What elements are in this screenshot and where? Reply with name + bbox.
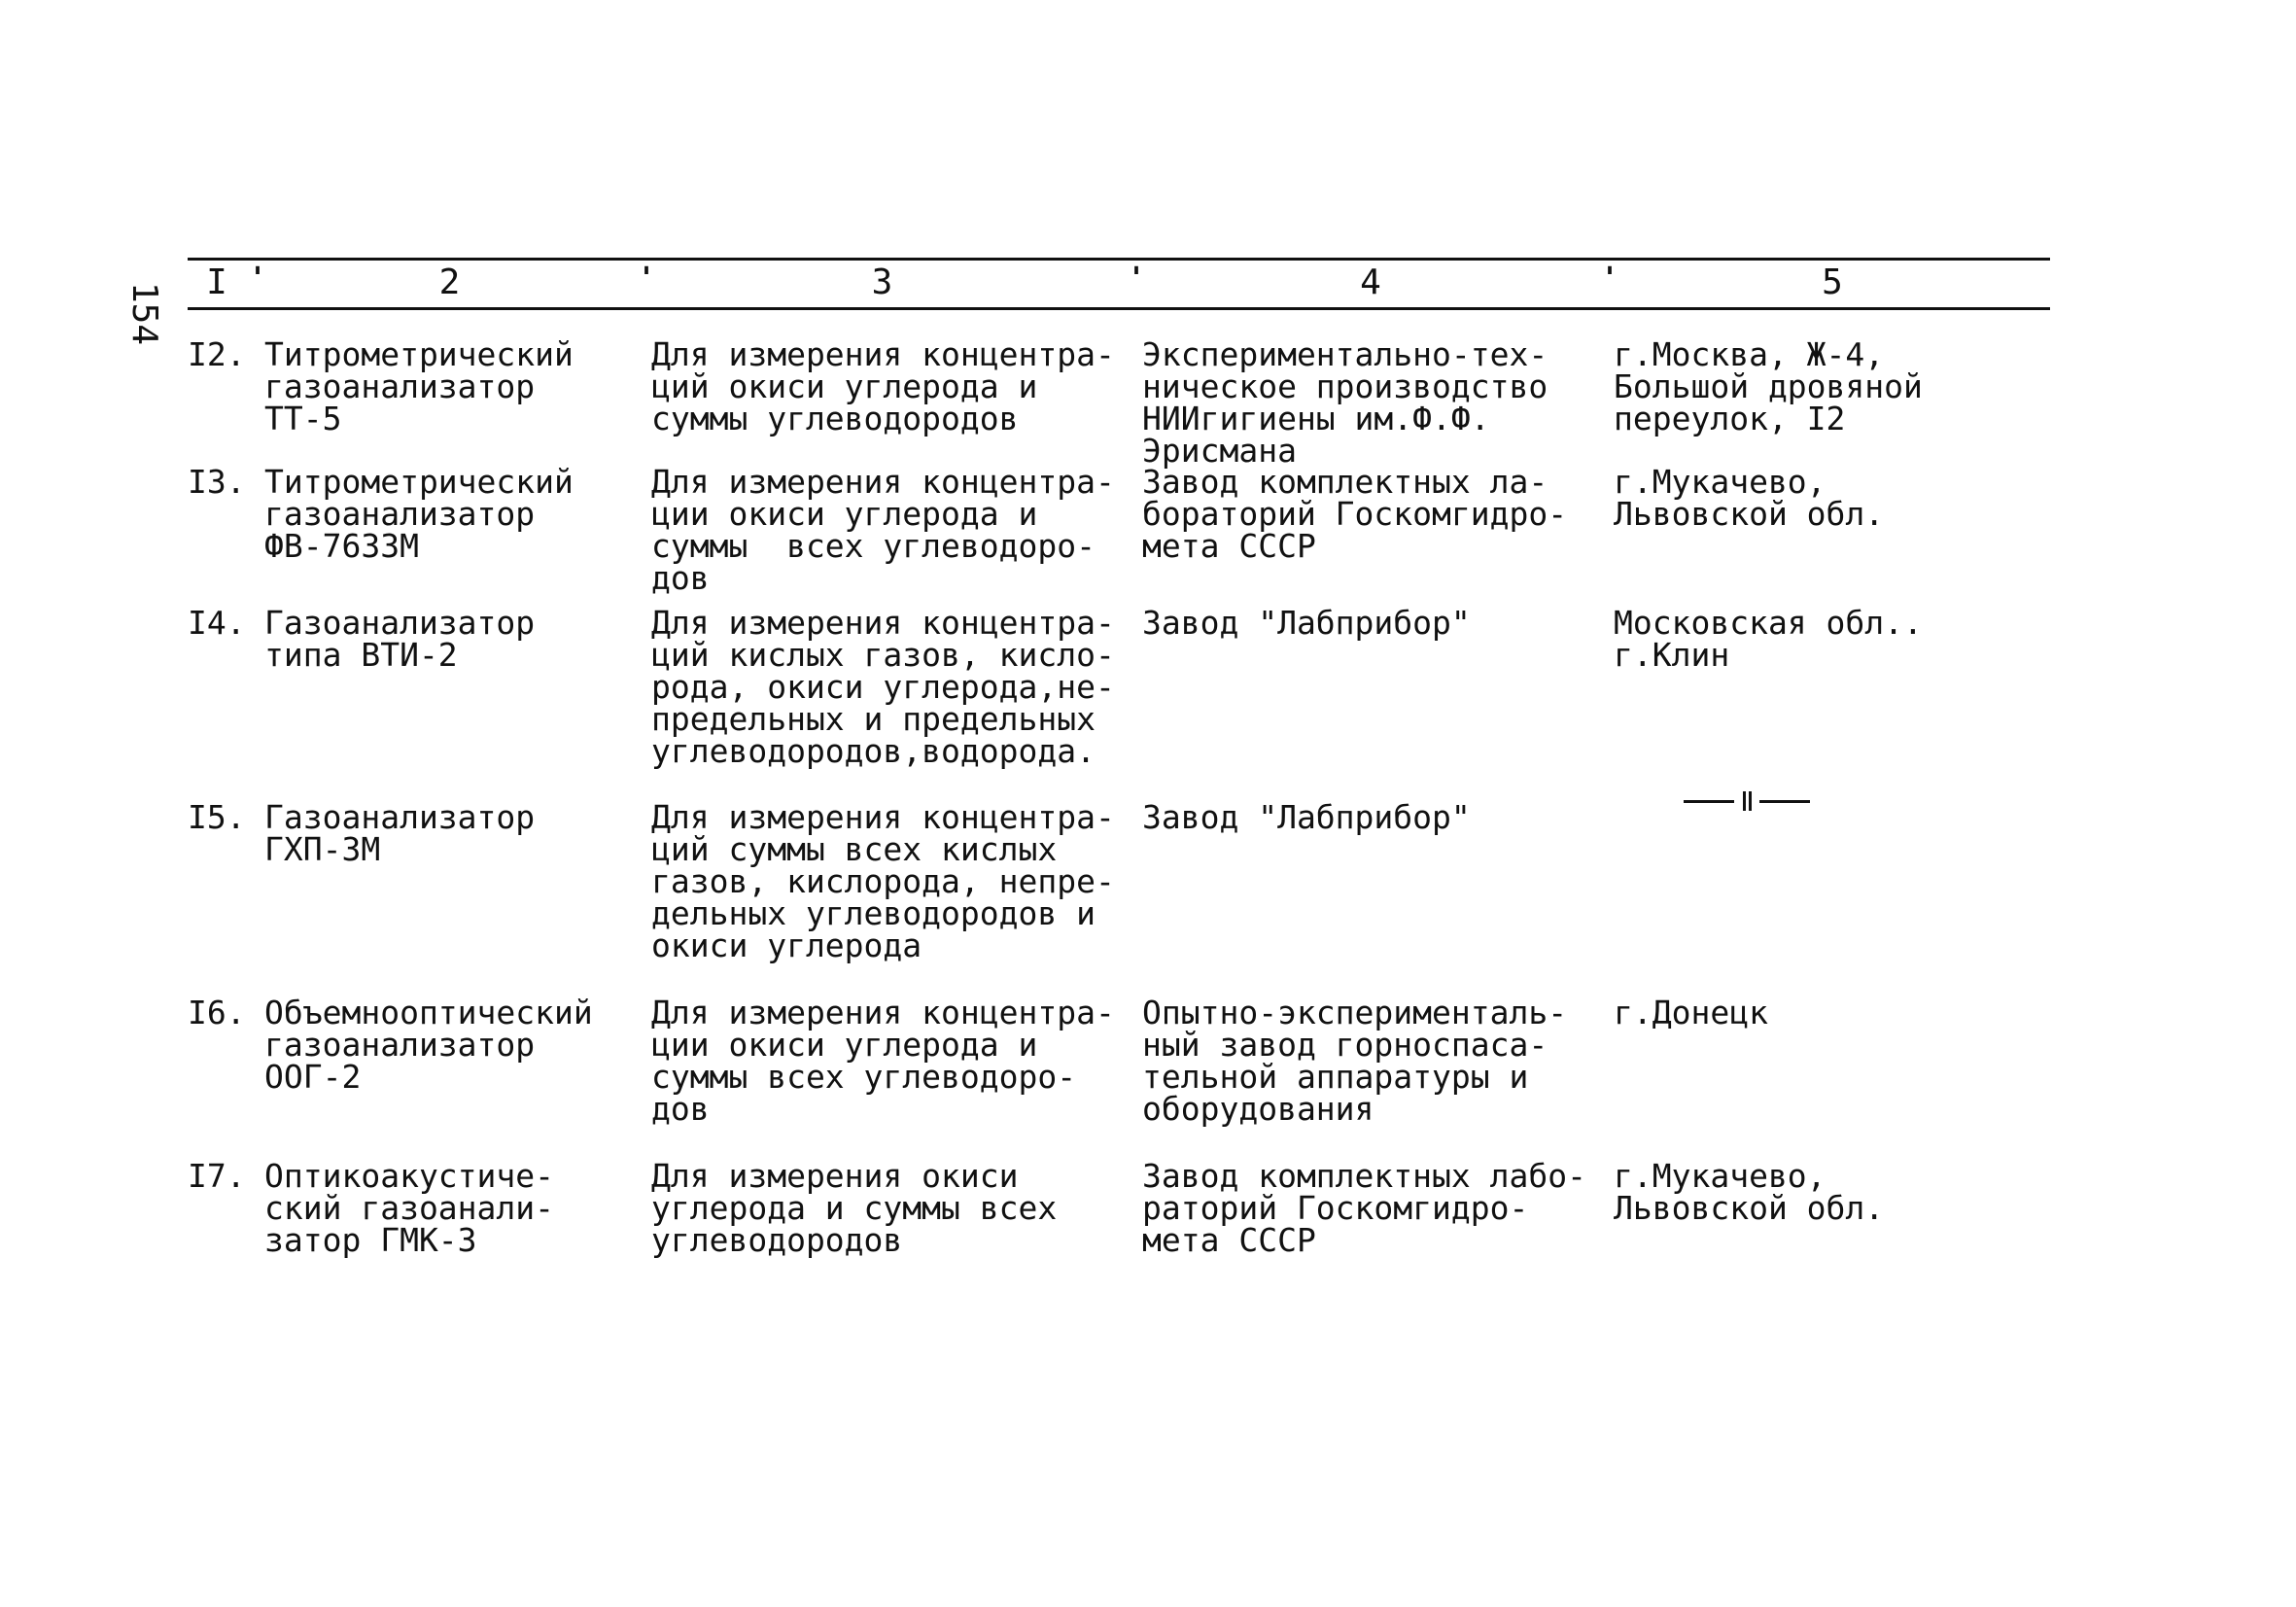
- header-col-1: I: [206, 262, 227, 302]
- header-col-5: 5: [1822, 262, 1843, 302]
- header-separator: ': [249, 262, 267, 296]
- manufacturer: Экспериментально-тех- ническое производство НИИгигиены им.Ф.Ф. Эрисмана: [1142, 335, 1548, 470]
- row-number: I3.: [188, 463, 246, 501]
- row-number: I7.: [188, 1157, 246, 1195]
- instrument-purpose: Для измерения концентра- ции окиси углерода и суммы всех углеводоро- дов: [651, 994, 1115, 1128]
- instrument-name: Оптикоакустиче- ский газоанали- затор ГМК-3: [264, 1157, 555, 1259]
- ditto-mark: [1684, 791, 1810, 811]
- instrument-name: Объемнооптический газоанализатор ООГ-2: [264, 994, 593, 1096]
- table-header-rule: [188, 307, 2050, 310]
- manufacturer: Завод "Лабприбор": [1142, 604, 1471, 642]
- header-separator: ': [638, 262, 656, 296]
- header-col-4: 4: [1360, 262, 1381, 302]
- row-number: I2.: [188, 335, 246, 373]
- row-number: I4.: [188, 604, 246, 642]
- manufacturer-address: г.Мукачево, Львовской обл.: [1614, 463, 1885, 533]
- manufacturer: Опытно-эксперименталь- ный завод горноспаса- тельной аппаратуры и оборудования: [1142, 994, 1568, 1128]
- manufacturer: Завод "Лабприбор": [1142, 798, 1471, 836]
- manufacturer-address: г.Москва, Ж-4, Большой дровяной переулок, I2: [1614, 335, 1923, 437]
- row-number: I5.: [188, 798, 246, 836]
- manufacturer: Завод комплектных ла- бораторий Госкомгидро- мета СССР: [1142, 463, 1568, 565]
- instrument-name: Титрометрический газоанализатор ФВ-7633М: [264, 463, 574, 565]
- manufacturer-address: г.Донецк: [1614, 994, 1768, 1031]
- instrument-purpose: Для измерения концентра- ций кислых газов, кисло- рода, окиси углерода,не- предельных и предельных углеводородов,водорода.: [651, 604, 1115, 770]
- instrument-purpose: Для измерения концентра- ций окиси углерода и суммы углеводородов: [651, 335, 1115, 437]
- header-col-3: 3: [871, 262, 893, 302]
- instrument-name: Титрометрический газоанализатор ТТ-5: [264, 335, 574, 437]
- manufacturer-address: г.Мукачево, Львовской обл.: [1614, 1157, 1885, 1227]
- instrument-name: Газоанализатор типа ВТИ-2: [264, 604, 536, 674]
- instrument-purpose: Для измерения окиси углерода и суммы всех углеводородов: [651, 1157, 1058, 1259]
- instrument-purpose: Для измерения концентра- ций суммы всех кислых газов, кислорода, непре- дельных углеводородов и окиси углерода: [651, 798, 1115, 964]
- manufacturer: Завод комплектных лабо- раторий Госкомгидро- мета СССР: [1142, 1157, 1586, 1259]
- header-separator: ': [1128, 262, 1146, 296]
- page-number: 154: [124, 282, 164, 346]
- row-number: I6.: [188, 994, 246, 1031]
- instrument-purpose: Для измерения концентра- ции окиси углерода и суммы всех углеводоро- дов: [651, 463, 1115, 597]
- instrument-name: Газоанализатор ГХП-3М: [264, 798, 536, 868]
- manufacturer-address: Московская обл.. г.Клин: [1614, 604, 1923, 674]
- header-col-2: 2: [438, 262, 461, 302]
- header-separator: ': [1601, 262, 1619, 296]
